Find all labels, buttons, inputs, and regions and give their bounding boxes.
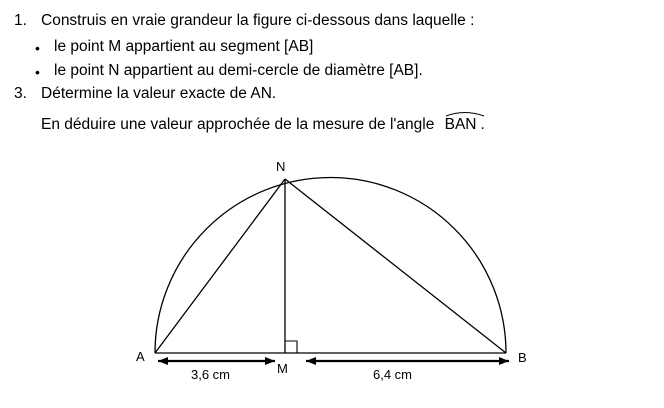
bullet-1-marker: • <box>35 40 40 56</box>
length-label-am: 3,6 cm <box>191 367 231 382</box>
segment-an <box>155 179 285 353</box>
deduce-end: . <box>480 116 485 133</box>
right-angle-marker <box>285 341 297 353</box>
item-1-text: Construis en vraie grandeur la figure ci-dessous dans laquelle : <box>41 12 475 29</box>
length-label-mb: 6,4 cm <box>373 367 413 382</box>
label-point-n: N <box>276 159 286 174</box>
bullet-2-marker: • <box>35 64 40 80</box>
item-3-number: 3. <box>14 85 27 102</box>
label-point-b: B <box>518 350 527 365</box>
label-point-m: M <box>277 361 288 376</box>
bullet-2-text: le point N appartient au demi-cercle de diamètre [AB]. <box>54 62 423 79</box>
segment-nb <box>285 179 506 353</box>
label-point-a: A <box>136 349 145 364</box>
item-1-number: 1. <box>14 12 27 29</box>
bullet-1-text: le point M appartient au segment [AB] <box>54 38 314 55</box>
item-3-text: Détermine la valeur exacte de AN. <box>41 85 277 102</box>
semicircle-arc <box>155 177 506 353</box>
deduce-text: En déduire une valeur approchée de la mesure de l'angle <box>41 116 435 133</box>
angle-name: BAN <box>444 116 477 133</box>
